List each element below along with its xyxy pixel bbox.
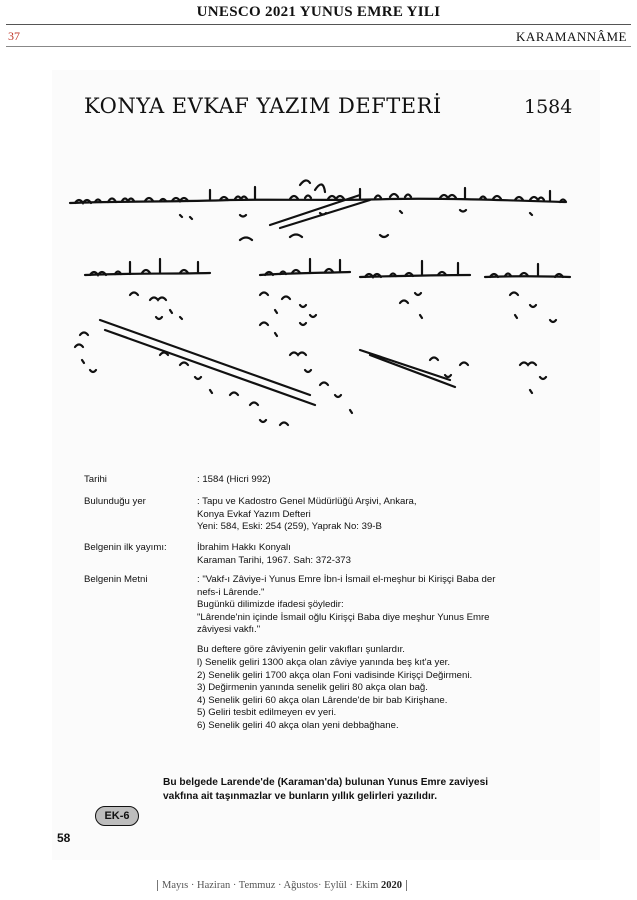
document-year: 1584 (524, 96, 573, 118)
text-label: Belgenin Metni (84, 574, 148, 585)
text-line-2: nefs-i Lârende." (197, 586, 265, 598)
location-line-1: : Tapu ve Kadostro Genel Müdürlüğü Arşivi, Ankara, (197, 496, 417, 507)
footer-months: Mayıs · Haziran · Temmuz · Ağustos· Eylül · Ekim (162, 880, 379, 891)
text-line-1: : "Vakf-ı Zâviye-i Yunus Emre İbn-i İsmail el-meşhur bi Kirişçi Baba der (197, 574, 496, 585)
income-item-1: l) Senelik geliri 1300 akça olan zâviye yanında beş kıt'a yer. (197, 657, 451, 668)
ottoman-manuscript-image (60, 165, 590, 455)
scan-page-number: 58 (57, 831, 71, 845)
text-line-4: "Lârende'nin içinde İsmail oğlu Kirişçi Baba diye meşhur Yunus Emre (197, 611, 490, 623)
text-line-5: zâviyesi vakfı." (197, 624, 261, 635)
header-divider (6, 46, 631, 47)
location-label: Bulunduğu yer (84, 496, 146, 507)
document-summary (163, 776, 583, 804)
income-item-3: 3) Değirmenin yanında senelik geliri 80 akça olan bağ. (197, 682, 428, 693)
location-line-2: Konya Evkaf Yazım Defteri (197, 508, 311, 520)
income-item-2: 2) Senelik geliri 1700 akça olan Foni vadisinde Kirişçi Değirmeni. (197, 669, 473, 681)
date-value: : 1584 (Hicri 992) (197, 474, 271, 485)
income-intro: Bu deftere göre zâviyenin gelir vakıfları şunlardır. (197, 644, 405, 655)
footer-issue (157, 880, 407, 891)
location-line-3: Yeni: 584, Eski: 254 (259), Yaprak No: 39-B (197, 521, 382, 532)
first-publication-line-1: İbrahim Hakkı Konyalı (197, 542, 291, 553)
footer-year: 2020 (380, 880, 402, 891)
page-number: 37 (8, 29, 20, 43)
income-item-5: 5) Geliri tesbit edilmeyen ev yeri. (197, 707, 337, 718)
summary-line-1: Bu belgede Larende'de (Karaman'da) bulunan Yunus Emre zaviyesi (163, 777, 489, 788)
appendix-badge: EK-6 (95, 806, 139, 826)
income-item-6: 6) Senelik geliri 40 akça olan yeni debbağhane. (197, 719, 399, 731)
top-divider (6, 24, 631, 25)
summary-line-2: vakfına ait taşınmazlar ve bunların yıllık gelirleri yazılıdır. (163, 791, 438, 802)
first-publication-label: Belgenin ilk yayımı: (84, 542, 167, 553)
running-head: KARAMANNÂME (516, 29, 627, 44)
income-item-4: 4) Senelik geliri 60 akça olan Lârende'de bir bab Kirişhane. (197, 694, 448, 706)
publication-title: UNESCO 2021 YUNUS EMRE YILI (196, 4, 441, 20)
first-publication-line-2: Karaman Tarihi, 1967. Sah: 372-373 (197, 554, 351, 566)
text-line-3: Bugünkü dilimizde ifadesi şöyledir: (197, 599, 344, 610)
document-title: KONYA EVKAF YAZIM DEFTERİ (84, 94, 442, 118)
date-label: Tarihi (84, 474, 107, 485)
